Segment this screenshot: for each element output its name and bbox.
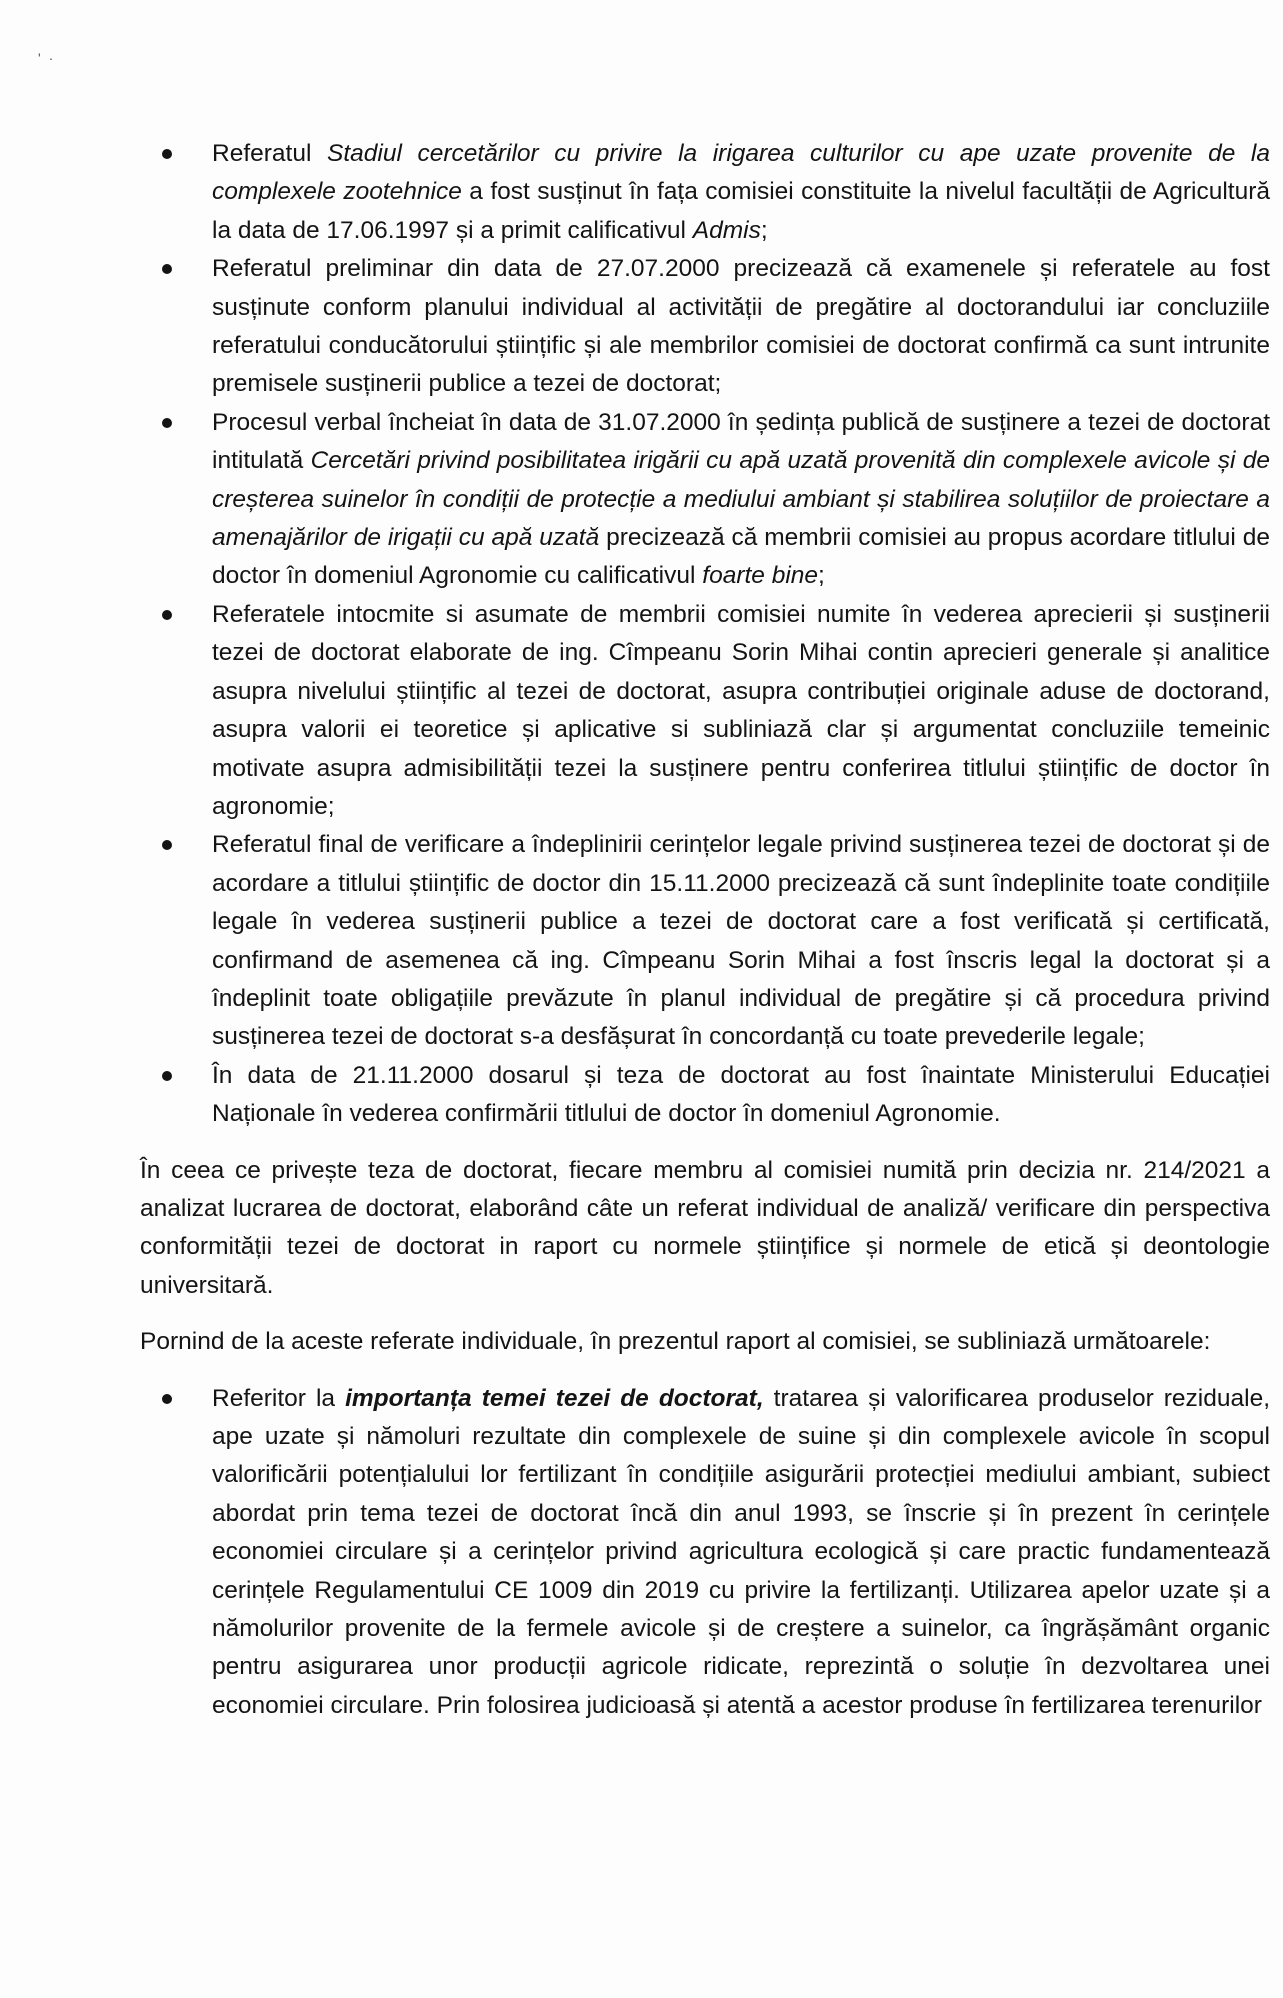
italic-text: Cercetări privind posibilitatea irigării cu apă uzată provenită din complexele avicole și de creșterea suinelor în condiții de protecție a mediului ambiant și stabilirea soluțiilor de proiectare a amenajărilor de irigații cu apă uzată (212, 447, 1270, 552)
list-item-text: tratarea și valorificarea produselor reziduale, ape uzate și nămoluri rezultate din complexele de suine și din complexele avicole în scopul valorificării potențialului lor fertilizant în condițiile asigurării protecției mediului ambiant, subiect abordat prin tema tezei de doctorat încă din anul 1993, se înscrie și în prezent în cerințele economiei circulare și a cerințelor privind agricultura ecologică și care practic fundamentează cerințele Regulamentului CE 1009 din 2019 cu privire la fertilizanți. Utilizarea apelor uzate și a nămolurilor provenite de la fermele avicole și de creștere a suinelor, ca îngrășământ organic pentru asigurarea unor producții agricole ridicate, reprezintă o soluție în dezvoltarea unei economiei circulare. Prin folosirea judicioasă și atentă a acestor produse în fertilizarea terenurilor (212, 1384, 1270, 1719)
list-item-text: precizează că membrii comisiei au propus acordare titlului de doctor în domeniul Agronomie cu calificativul (212, 524, 1270, 590)
list-item (140, 135, 1270, 250)
list-item-text: Procesul verbal încheiat în data de 31.07.2000 în ședința publică de susținere a tezei de doctorat intitulată (212, 408, 1270, 475)
list-item (140, 1057, 1270, 1134)
bullet-list-history (140, 135, 1270, 1134)
list-item-text: Referitor la (212, 1384, 346, 1412)
italic-text: Stadiul cercetărilor cu privire la irigarea culturilor cu ape uzate provenite de la complexele zootehnice (212, 140, 1271, 206)
paragraph-summary-intro: Pornind de la aceste referate individuale, în prezentul raport al comisiei, se subliniază următoarele: (140, 1328, 1211, 1356)
italic-text: foarte bine (702, 562, 819, 590)
list-item (140, 826, 1270, 1056)
list-item-text: ; (818, 562, 825, 590)
italic-text: Admis (692, 216, 761, 244)
list-item (140, 596, 1270, 826)
corner-mark: ' · (38, 50, 56, 66)
list-item-text: Referatul final de verificare a îndeplinirii cerințelor legale privind susținerea tezei de doctorat și de acordare a titlului științific de doctor din 15.11.2000 precizează că sunt îndeplinite toate condițiile legale în vederea susținerii publice a tezei de doctorat care a fost verificată și certificată, confirmand de asemenea că ing. Cîmpeanu Sorin Mihai a fost înscris legal la doctorat și a îndeplinit toate obligațiile prevăzute în planul individual de pregătire și că procedura privind susținerea tezei de doctorat s-a desfășurat în concordanță cu toate prevederile legale; (212, 831, 1270, 1051)
bullet-dot-icon (162, 840, 172, 850)
bullet-dot-icon (162, 149, 172, 159)
paragraph-analysis: În ceea ce privește teza de doctorat, fiecare membru al comisiei numită prin decizia nr. 214/2021 a analizat lucrarea de doctorat, elaborând câte un referat individual de analiză/ verificare din perspectiva conformității tezei de doctorat in raport cu normele științifice și normele de etică și deontologie universitară. (140, 1156, 1270, 1299)
bold-italic-text: importanța temei tezei de doctorat, (345, 1384, 764, 1412)
bullet-dot-icon (162, 1394, 172, 1404)
list-item (140, 250, 1270, 404)
list-item (140, 404, 1270, 596)
document-body (140, 135, 1270, 1725)
list-item-text: Referatul (212, 140, 328, 167)
bullet-list-findings (140, 1380, 1270, 1726)
bullet-dot-icon (162, 1071, 172, 1081)
list-item-text: ; (760, 216, 768, 244)
bullet-dot-icon (162, 418, 172, 428)
bullet-dot-icon (162, 264, 172, 274)
list-item-text: Referatele intocmite si asumate de membrii comisiei numite în vederea aprecierii și susținerii tezei de doctorat elaborate de ing. Cîmpeanu Sorin Mihai contin aprecieri generale și analitice asupra nivelului științific al tezei de doctorat, asupra contribuției originale aduse de doctorand, asupra valorii ei teoretice și aplicative si subliniază clar și argumentat concluziile temeinic motivate asupra admisibilității tezei la susținere pentru conferirea titlului științific de doctor în agronomie; (212, 600, 1270, 820)
list-item-text: În data de 21.11.2000 dosarul și teza de doctorat au fost înaintate Ministerului Educației Naționale în vederea confirmării titlului de doctor în domeniul Agronomie. (212, 1061, 1270, 1128)
list-item-text: a fost susținut în fața comisiei constituite la nivelul facultății de Agricultură la data de 17.06.1997 și a primit calificativul (212, 178, 1270, 244)
list-item-text: Referatul preliminar din data de 27.07.2000 precizează că examenele și referatele au fost susținute conform planului individual al activității de pregătire al doctorandului iar concluziile referatului conducătorului științific și ale membrilor comisiei de doctorat confirmă ca sunt intrunite premisele susținerii publice a tezei de doctorat; (212, 255, 1270, 398)
list-item (140, 1380, 1270, 1726)
bullet-dot-icon (162, 610, 172, 620)
